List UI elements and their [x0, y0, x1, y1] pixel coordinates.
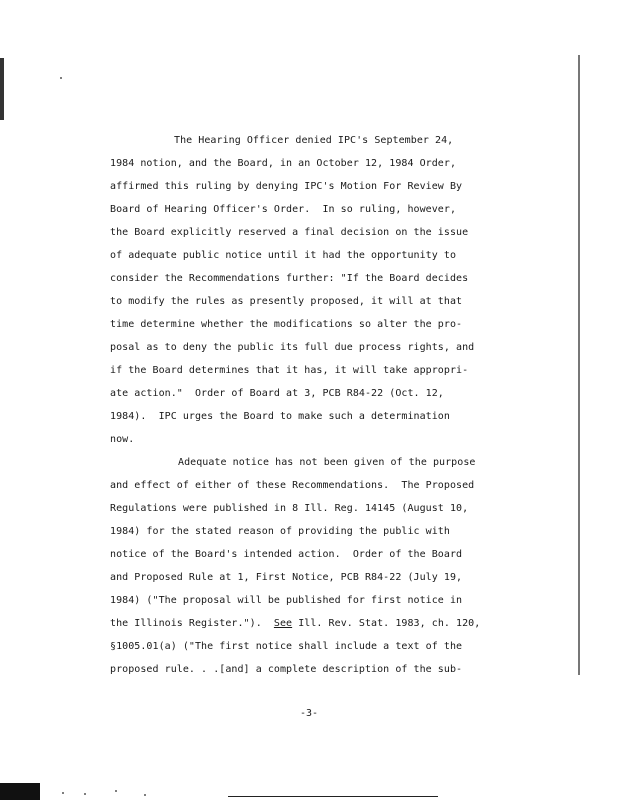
text-line: §1005.01(a) ("The first notice shall include a text of the — [110, 641, 463, 652]
text-line: and Proposed Rule at 1, First Notice, PCB R84-22 (July 19, — [110, 572, 463, 583]
text-line: if the Board determines that it has, it will take appropri- — [110, 365, 469, 376]
scan-corner-artifact — [0, 783, 40, 800]
text-line: The Hearing Officer denied IPC's September 24, — [174, 135, 454, 146]
left-margin-scan-mark — [0, 58, 4, 120]
text-line: affirmed this ruling by denying IPC's Motion For Review By — [110, 181, 463, 192]
text-line: ate action." Order of Board at 3, PCB R84-22 (Oct. 12, — [110, 388, 444, 399]
text-line: posal as to deny the public its full due process rights, and — [110, 342, 475, 353]
text-line: the Board explicitly reserved a final decision on the issue — [110, 227, 469, 238]
text-line: time determine whether the modifications so alter the pro- — [110, 319, 463, 330]
bottom-scan-rule — [228, 796, 438, 797]
page-number: -3- — [299, 708, 319, 719]
scan-speck — [60, 77, 62, 79]
scan-speck — [115, 790, 117, 792]
text-line: proposed rule. . .[and] a complete description of the sub- — [110, 664, 463, 675]
right-margin-scan-line — [578, 55, 580, 675]
text-line: 1984) ("The proposal will be published for first notice in — [110, 595, 463, 606]
text-line: to modify the rules as presently proposed, it will at that — [110, 296, 463, 307]
scan-speck — [62, 792, 64, 794]
text-line: 1984 notion, and the Board, in an October 12, 1984 Order, — [110, 158, 457, 169]
text-segment: the Illinois Register."). — [110, 618, 274, 629]
scan-speck — [84, 793, 86, 795]
citation-signal-see: See — [273, 618, 293, 629]
scan-speck — [144, 794, 146, 796]
text-line — [110, 617, 480, 631]
text-line: 1984). IPC urges the Board to make such a determination — [110, 411, 450, 422]
text-line: now. — [110, 434, 135, 445]
text-line: 1984) for the stated reason of providing the public with — [110, 526, 450, 537]
text-line: Regulations were published in 8 Ill. Reg. 14145 (August 10, — [110, 503, 469, 514]
text-line: Board of Hearing Officer's Order. In so ruling, however, — [110, 204, 457, 215]
text-line: Adequate notice has not been given of the purpose — [178, 457, 476, 468]
text-line: consider the Recommendations further: "If the Board decides — [110, 273, 469, 284]
text-line: of adequate public notice until it had the opportunity to — [110, 250, 457, 261]
text-line: notice of the Board's intended action. Order of the Board — [110, 549, 463, 560]
text-line: and effect of either of these Recommendations. The Proposed — [110, 480, 475, 491]
text-segment: Ill. Rev. Stat. 1983, ch. 120, — [292, 618, 481, 629]
